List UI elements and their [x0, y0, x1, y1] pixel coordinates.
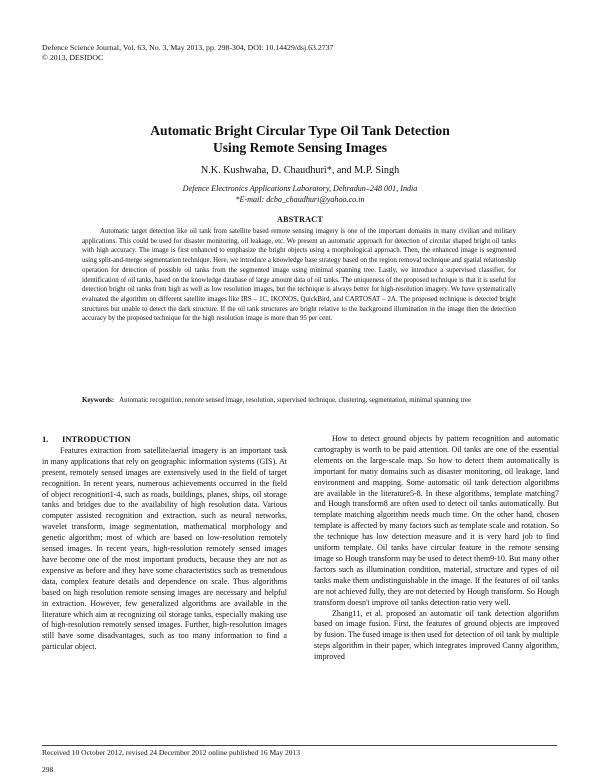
- page-number: 298: [42, 765, 54, 774]
- right-paragraph-1: How to detect ground objects by pattern recognition and automatic cartography is worth to be paid attention. Oil tanks are one of the essential elements on the large-scale map. So how to detect them automatically is important for many domains such as disaster monitoring, oil leakage, land environment and mapping. Some automatic oil tank detection algorithms are available in the literature5-8. In these algorithms, template matching7 and Hough transform8 are often used to detect oil tanks automatically. But template matching algorithm needs much time. On the other hand, chosen template is affected by many factors such as template scale and rotation. So the technique has low detection measure and it is very hard job to find uniform template. Oil tanks have circular feature in the remote sensing image so Hough transform may be used to detect them9-10. But many other factors such as illumination condition, material, structure and types of oil tanks make them undistinguishable in the image. If the features of oil tanks are not achieved fully, they are not detected by Hough transform. So Hough transform doesn't improve oil tanks detection ratio very well.: [314, 434, 559, 607]
- footer-divider: [42, 745, 557, 746]
- section-title: INTRODUCTION: [62, 434, 131, 444]
- abstract-heading: ABSTRACT: [277, 215, 323, 224]
- right-column: [314, 434, 559, 663]
- author-list: N.K. Kushwaha, D. Chaudhuri*, and M.P. Singh: [200, 165, 400, 176]
- left-column: [42, 434, 287, 653]
- keywords-text: Automatic recognition, remote sensed image, resolution, supervised technique, clustering, segmentation, minimal spanning tree: [119, 397, 471, 404]
- section-heading-introduction: [42, 434, 287, 445]
- keywords-label: Keywords:: [82, 397, 115, 404]
- intro-paragraph-1: Features extraction from satellite/aerial imagery is an important task in many applications that rely on geographic information systems (GIS). At present, remotely sensed images are extensively used in the field of target recognition. In recent years, numerous achievements occurred in the field of object recognition1-4, such as roads, buildings, planes, ships, oil storage tanks and bridges due to the availability of high resolution data. Various computer assisted recognition and extraction, such as neural networks, wavelet transform, image segmentation, mathematical morphology and genetic algorithm; most of which are based on low-resolution remotely sensed images. In recent years, high-resolution remotely sensed images have become one of the most important products, because they are not as expensive as before and they have some characteristics such as tremendous data, complex feature details and dependence on scale. Thus algorithms based on high resolution remote sensing images are necessary and helpful in extraction. However, few generalized algorithms are available in the literature which aim at recognizing oil storage tanks, especially making use of high-resolution remotely sensed images. Further, high-resolution images still have some disadvantages, such as too many information to find a particular object.: [42, 445, 287, 652]
- affiliation-org: Defence Electronics Applications Laboratory, Dehradun–248 001, India: [182, 184, 418, 193]
- affiliation-block: [40, 183, 560, 205]
- paper-title-line-1: Automatic Bright Circular Type Oil Tank Detection: [150, 123, 450, 138]
- affiliation-email: *E-mail: dcba_chaudhuri@yahoo.co.in: [235, 195, 365, 204]
- right-paragraph-2: Zhang11, et al. proposed an automatic oil tank detection algorithm based on image fusion. First, the features of ground objects are improved by fusion. The fused image is then used for detection of oil tank by multiple steps algorithm in their paper, which integrates improved Canny algorithm, improved: [314, 608, 559, 662]
- copyright-line: © 2013, DESIDOC: [42, 53, 104, 62]
- received-dates: Received 10 October 2012, revised 24 December 2012 online published 16 May 2013: [42, 748, 301, 757]
- paper-title-line-2: Using Remote Sensing Images: [212, 140, 388, 155]
- section-number: 1.: [42, 434, 49, 444]
- journal-header: [42, 43, 562, 63]
- paper-title: [40, 122, 560, 156]
- abstract-text: Automatic target detection like oil tank from satellite based remote sensing imagery is one of the important domains in many civilian and military applications. This could be used for disaster monitoring, oil leakage, etc. We present an automatic approach for detection of circular shaped bright oil tanks with high accuracy. The image is first enhanced to emphasize the bright objects using a morphological approach. Then, the enhanced image is segmented using split-and-merge segmentation technique. Here, we introduce a knowledge base strategy based on the region removal technique and spatial relationship operation for detection of possible oil tanks from the segmented image using minimal spanning tree. Lastly, we introduce a supervised classifier, for identification of oil tanks, based on the knowledge database of large amount data of oil tanks. The uniqueness of the proposed technique is that it is useful for detection bright oil tanks from high as well as low resolution images, but the technique is always better for high-resolution imagery. We have systematically evaluated the algorithm on different satellite images like IRS – 1C, IKONOS, QuickBird, and CARTOSAT – 2A. The proposed technique is detected bright structures but unable to detect the dark structure. If the oil tank structures are bright relative to the background illumination in the image then the detection accuracy by the proposed technique for the high resolution image is more than 95 per cent.: [82, 228, 516, 323]
- keywords-block: [82, 396, 516, 406]
- journal-citation: Defence Science Journal, Vol. 63, No. 3, May 2013, pp. 298-304, DOI: 10.14429/dsj.63.2737: [42, 43, 334, 52]
